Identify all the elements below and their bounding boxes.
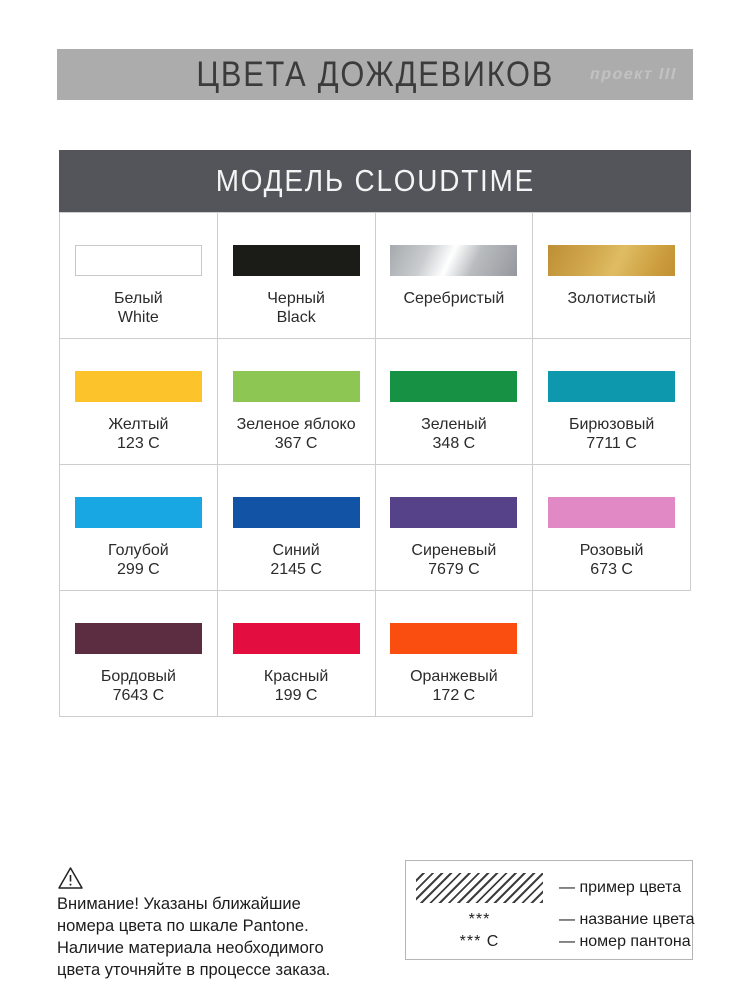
page-title: ЦВЕТА ДОЖДЕВИКОВ: [196, 54, 554, 94]
color-cell: [533, 339, 691, 465]
legend-name-placeholder: ***: [468, 911, 491, 928]
color-swatch: [548, 497, 675, 528]
color-code: 7711 C: [586, 435, 637, 452]
warning-text: [57, 893, 402, 981]
model-bar: [59, 150, 691, 212]
color-name: Черный: [267, 290, 325, 307]
color-code: 348 C: [432, 435, 476, 452]
color-swatch: [390, 623, 517, 654]
color-cell: [376, 465, 534, 591]
color-cell: [533, 213, 691, 339]
color-code: White: [117, 309, 159, 326]
color-swatch: [75, 623, 202, 654]
title-bar: [57, 49, 693, 100]
color-cell: [218, 465, 376, 591]
model-title: МОДЕЛЬ CLOUDTIME: [215, 163, 535, 198]
color-cell: [218, 339, 376, 465]
warning-line: цвета уточняйте в процессе заказа.: [57, 961, 331, 979]
color-name: Красный: [263, 668, 329, 685]
color-grid: [59, 212, 691, 717]
color-code: 172 C: [432, 687, 476, 704]
color-swatch: [75, 497, 202, 528]
color-code: Black: [276, 309, 316, 326]
color-code: 673 C: [590, 561, 633, 578]
color-swatch: [233, 245, 360, 276]
color-swatch: [548, 245, 675, 276]
color-cell: [60, 213, 218, 339]
color-swatch: [75, 245, 202, 276]
legend-code-placeholder: *** C: [459, 933, 500, 950]
color-code: 199 C: [274, 687, 318, 704]
color-code: 367 C: [274, 435, 318, 452]
color-swatch: [390, 371, 517, 402]
color-name: Розовый: [579, 542, 644, 559]
color-name: Бордовый: [100, 668, 176, 685]
color-cell: [376, 339, 534, 465]
legend-sample-label: — пример цвета: [559, 879, 682, 896]
color-code: 123 C: [117, 435, 160, 452]
color-name: Золотистый: [567, 290, 656, 307]
color-name: Бирюзовый: [568, 416, 655, 433]
color-name: Сиреневый: [411, 542, 497, 559]
color-cell: [60, 465, 218, 591]
color-swatch: [233, 623, 360, 654]
color-name: Зеленое яблоко: [236, 416, 356, 433]
brand-logo: проект III: [588, 65, 679, 83]
color-name: Желтый: [108, 416, 169, 433]
color-swatch: [233, 371, 360, 402]
color-name: Синий: [272, 542, 320, 559]
warning-line: номера цвета по шкале Pantone.: [57, 917, 309, 935]
color-cell: [60, 339, 218, 465]
warning-line: Внимание! Указаны ближайшие: [57, 895, 301, 913]
color-code: 2145 C: [270, 561, 322, 578]
warning-line: Наличие материала необходимого: [57, 939, 324, 957]
color-cell: [376, 213, 534, 339]
color-code: 7643 C: [112, 687, 165, 704]
color-swatch: [75, 371, 202, 402]
legend-name-label: — название цвета: [559, 911, 695, 928]
color-swatch: [390, 497, 517, 528]
color-name: Серебристый: [403, 290, 505, 307]
color-cell: [60, 591, 218, 717]
color-name: Оранжевый: [410, 668, 498, 685]
color-name: Голубой: [108, 542, 169, 559]
legend-code-label: — номер пантона: [559, 933, 691, 950]
color-name: Зеленый: [421, 416, 487, 433]
color-swatch: [390, 245, 517, 276]
color-swatch: [233, 497, 360, 528]
hatched-swatch-icon: [416, 873, 543, 903]
color-swatch: [548, 371, 675, 402]
color-cell: [218, 591, 376, 717]
color-code: 299 C: [117, 561, 160, 578]
warning-triangle-icon: [57, 866, 84, 890]
color-cell: [218, 213, 376, 339]
color-name: Белый: [114, 290, 163, 307]
legend-box: [405, 860, 693, 960]
color-cell: [533, 465, 691, 591]
color-code: 7679 C: [428, 561, 480, 578]
color-cell: [376, 591, 534, 717]
warning-note: [57, 866, 402, 981]
